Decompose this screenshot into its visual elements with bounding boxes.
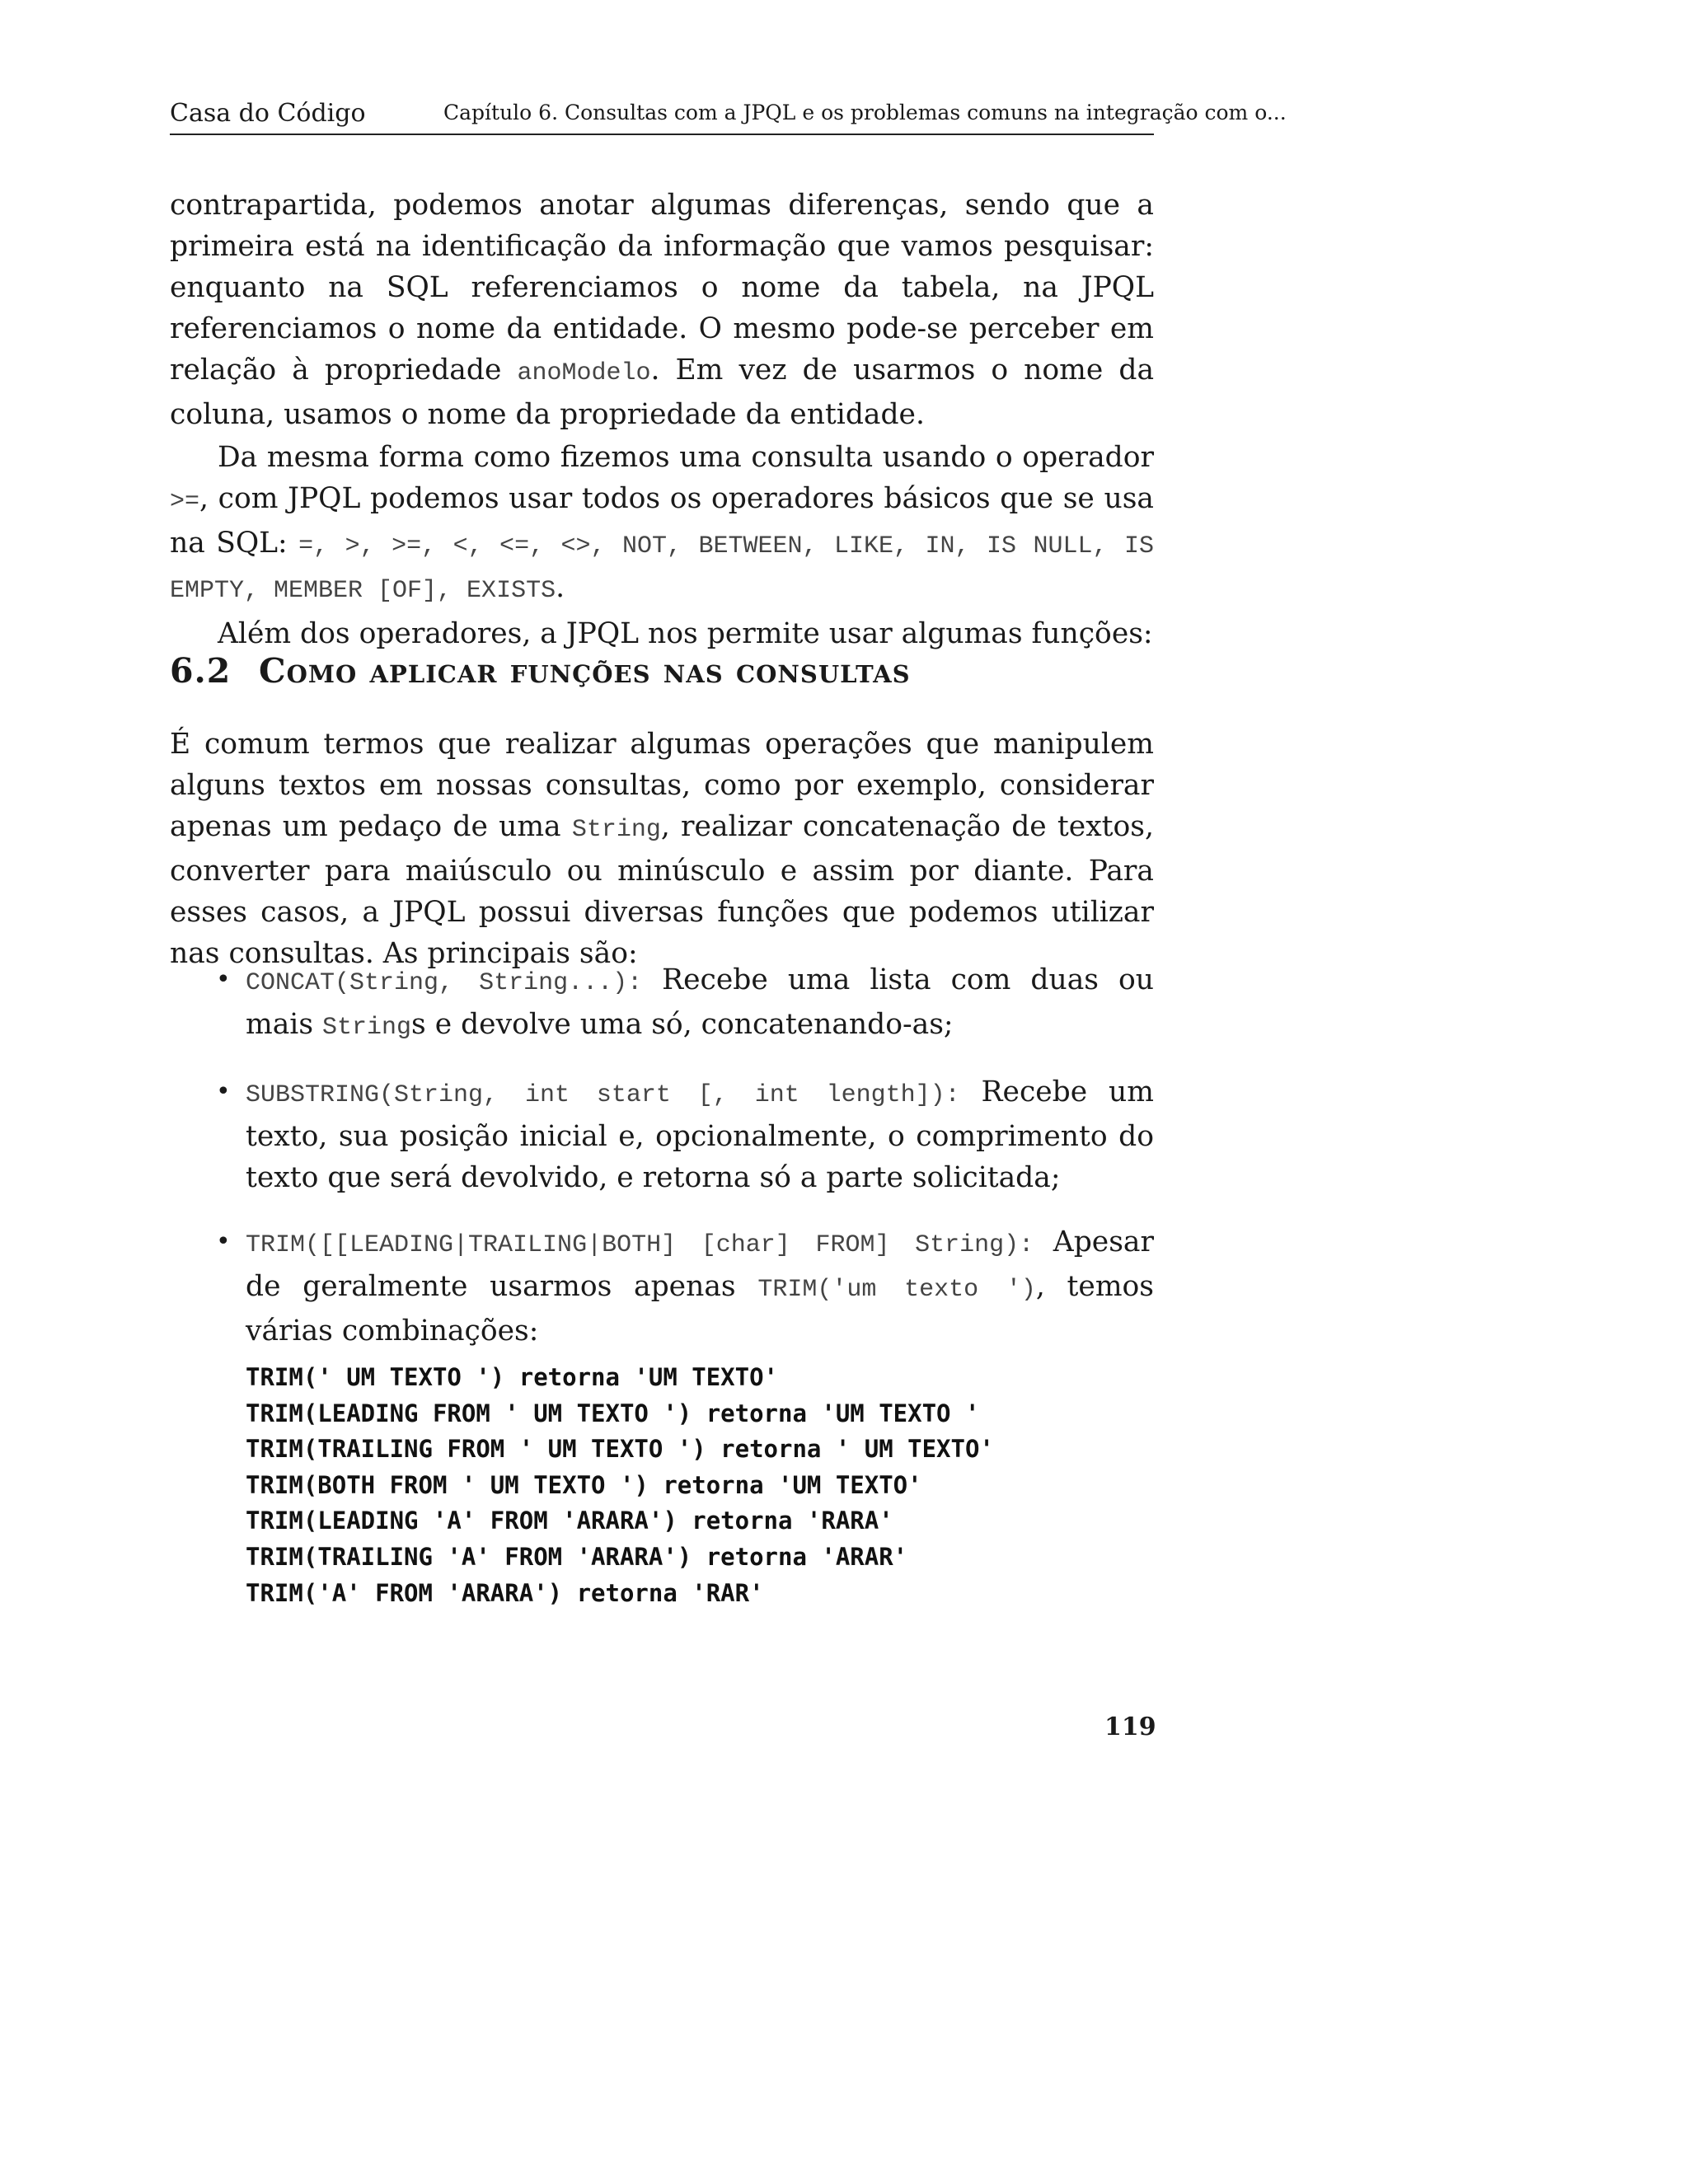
function-list — [170, 959, 1154, 1375]
code-line: TRIM(LEADING FROM ' UM TEXTO ') retorna 'UM TEXTO ' — [246, 1399, 980, 1427]
paragraph: contrapartida, podemos anotar algumas diferenças, sendo que a primeira está na identificação da informação que vamos pesquisar: enquanto na SQL referenciamos o nome da tabela, na JPQL referenciamos o nome da entidade. O mesmo pode-se perceber em relação à propriedade anoModelo. Em vez de usarmos o nome da coluna, usamos o nome da propriedade da entidade. — [170, 189, 1155, 431]
code-line: TRIM(BOTH FROM ' UM TEXTO ') retorna 'UM TEXTO' — [246, 1470, 922, 1499]
page-number: 119 — [1104, 1713, 1156, 1741]
inline-code: String — [322, 1014, 412, 1042]
section-text — [170, 724, 1154, 974]
list-item: • TRIM([[LEADING|TRAILING|BOTH] [char] FROM] String): Apesar de geralmente usarmos apenas TRIM('um texto '), temos várias combinações: — [170, 1221, 1154, 1352]
intro-text — [170, 185, 1154, 654]
code-line: TRIM(TRAILING 'A' FROM 'ARARA') retorna 'ARAR' — [246, 1542, 908, 1571]
inline-code: anoModelo — [517, 359, 651, 387]
list-item: • CONCAT(String, String...): Recebe uma lista com duas ou mais Strings e devolve uma só, concatenando-as; — [170, 959, 1154, 1048]
list-item: • SUBSTRING(String, int start [, int length]): Recebe um texto, sua posição inicial e, opcionalmente, o comprimento do texto que será devolvido, e retorna só a parte solicitada; — [170, 1071, 1154, 1198]
function-signature: TRIM([[LEADING|TRAILING|BOTH] [char] FROM] String): — [246, 1231, 1034, 1259]
code-line: TRIM(' UM TEXTO ') retorna 'UM TEXTO' — [246, 1363, 779, 1391]
section-heading — [170, 651, 1154, 691]
inline-code: TRIM('um texto ') — [757, 1276, 1036, 1304]
chapter-title: Capítulo 6. Consultas com a JPQL e os problemas comuns na integração com o... — [443, 101, 1287, 124]
code-block — [246, 1360, 1152, 1611]
paragraph: Além dos operadores, a JPQL nos permite usar algumas funções: — [218, 617, 1153, 650]
inline-code: String — [571, 816, 661, 844]
inline-code: >= — [170, 488, 200, 516]
code-line: TRIM('A' FROM 'ARARA') retorna 'RAR' — [246, 1578, 764, 1607]
function-signature: CONCAT(String, String...): — [246, 969, 643, 997]
section-number: 6.2 — [170, 651, 232, 691]
publisher-name: Casa do Código — [170, 99, 366, 128]
paragraph: Da mesma forma como fizemos uma consulta usando o operador >=, com JPQL podemos usar todos os operadores básicos que se usa na SQL: =, >, >=, <, <=, <>, NOT, BETWEEN, LIKE, IN, IS NULL, IS EMPTY, MEMBER [OF], EXISTS. — [170, 441, 1154, 605]
paragraph: É comum termos que realizar algumas operações que manipulem alguns textos em nossas consultas, como por exemplo, considerar apenas um pedaço de uma String, realizar concatenação de textos, converter para maiúsculo ou minúsculo e assim por diante. Para esses casos, a JPQL possui diversas funções que podemos utilizar nas consultas. As principais são: — [170, 728, 1154, 970]
section-title-text: Como aplicar funções nas consultas — [259, 651, 911, 691]
running-header — [170, 97, 1287, 135]
code-line: TRIM(TRAILING FROM ' UM TEXTO ') retorna ' UM TEXTO' — [246, 1435, 994, 1464]
function-signature: SUBSTRING(String, int start [, int length]): — [246, 1081, 960, 1109]
inline-code: =, >, >=, <, <=, <>, NOT, BETWEEN, LIKE, IN, IS NULL, IS EMPTY, MEMBER [OF], EXISTS — [170, 532, 1154, 605]
code-line: TRIM(LEADING 'A' FROM 'ARARA') retorna 'RARA' — [246, 1507, 893, 1535]
